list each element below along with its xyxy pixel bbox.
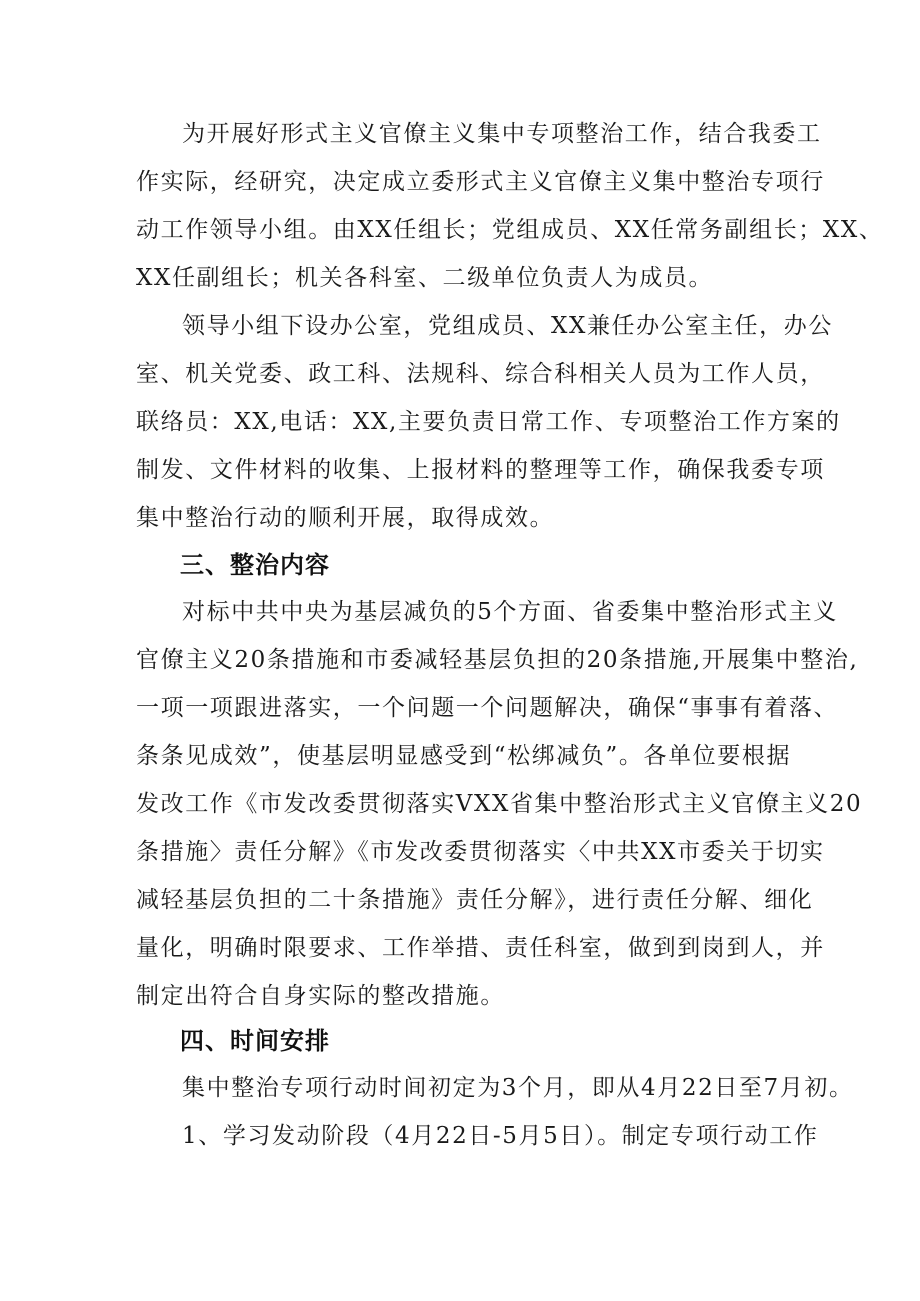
paragraph-line: 量化，明确时限要求、工作举措、责任科室，做到到岗到人，并 [136,935,825,961]
paragraph-line: 对标中共中央为基层减负的5个方面、省委集中整治形式主义 [182,599,838,625]
paragraph-line: 制定出符合自身实际的整改措施。 [136,983,505,1009]
section-heading-3: 三、整治内容 [180,551,330,579]
paragraph-line: 1、学习发动阶段（4月22日-5月5日）。制定专项行动工作 [182,1123,819,1149]
paragraph-line: 集中整治专项行动时间初定为3个月，即从4月22日至7月初。 [182,1075,854,1101]
paragraph-line: 室、机关党委、政工科、法规科、综合科相关人员为工作人员， [136,361,825,387]
paragraph-line: 动工作领导小组。由XX任组长；党组成员、XX任常务副组长；XX、 [136,217,884,243]
paragraph-line: 条条见成效”，使基层明显感受到“松绑减负”。各单位要根据 [136,743,792,769]
paragraph-line: 发改工作《市发改委贯彻落实VXX省集中整治形式主义官僚主义20 [136,791,863,817]
paragraph-line: 官僚主义20条措施和市委减轻基层负担的20条措施,开展集中整治, [136,647,859,673]
paragraph-line: 为开展好形式主义官僚主义集中专项整治工作，结合我委工 [182,121,822,147]
section-heading-4: 四、时间安排 [180,1027,330,1055]
paragraph-line: XX任副组长；机关各科室、二级单位负责人为成员。 [136,265,714,291]
paragraph-line: 减轻基层负担的二十条措施》责任分解》，进行责任分解、细化 [136,887,814,913]
paragraph-line: 制发、文件材料的收集、上报材料的整理等工作，确保我委专项 [136,457,825,483]
paragraph-line: 领导小组下设办公室，党组成员、XX兼任办公室主任，办公 [182,313,833,339]
paragraph-line: 作实际，经研究，决定成立委形式主义官僚主义集中整治专项行 [136,169,825,195]
paragraph-line: 联络员：XX,电话：XX,主要负责日常工作、专项整治工作方案的 [136,409,841,435]
paragraph-line: 条措施〉责任分解》《市发改委贯彻落实〈中共XX市委关于切实 [136,839,825,865]
paragraph-line: 集中整治行动的顺利开展，取得成效。 [136,505,555,531]
paragraph-line: 一项一项跟进落实，一个问题一个问题解决，确保“事事有着落、 [136,695,839,721]
